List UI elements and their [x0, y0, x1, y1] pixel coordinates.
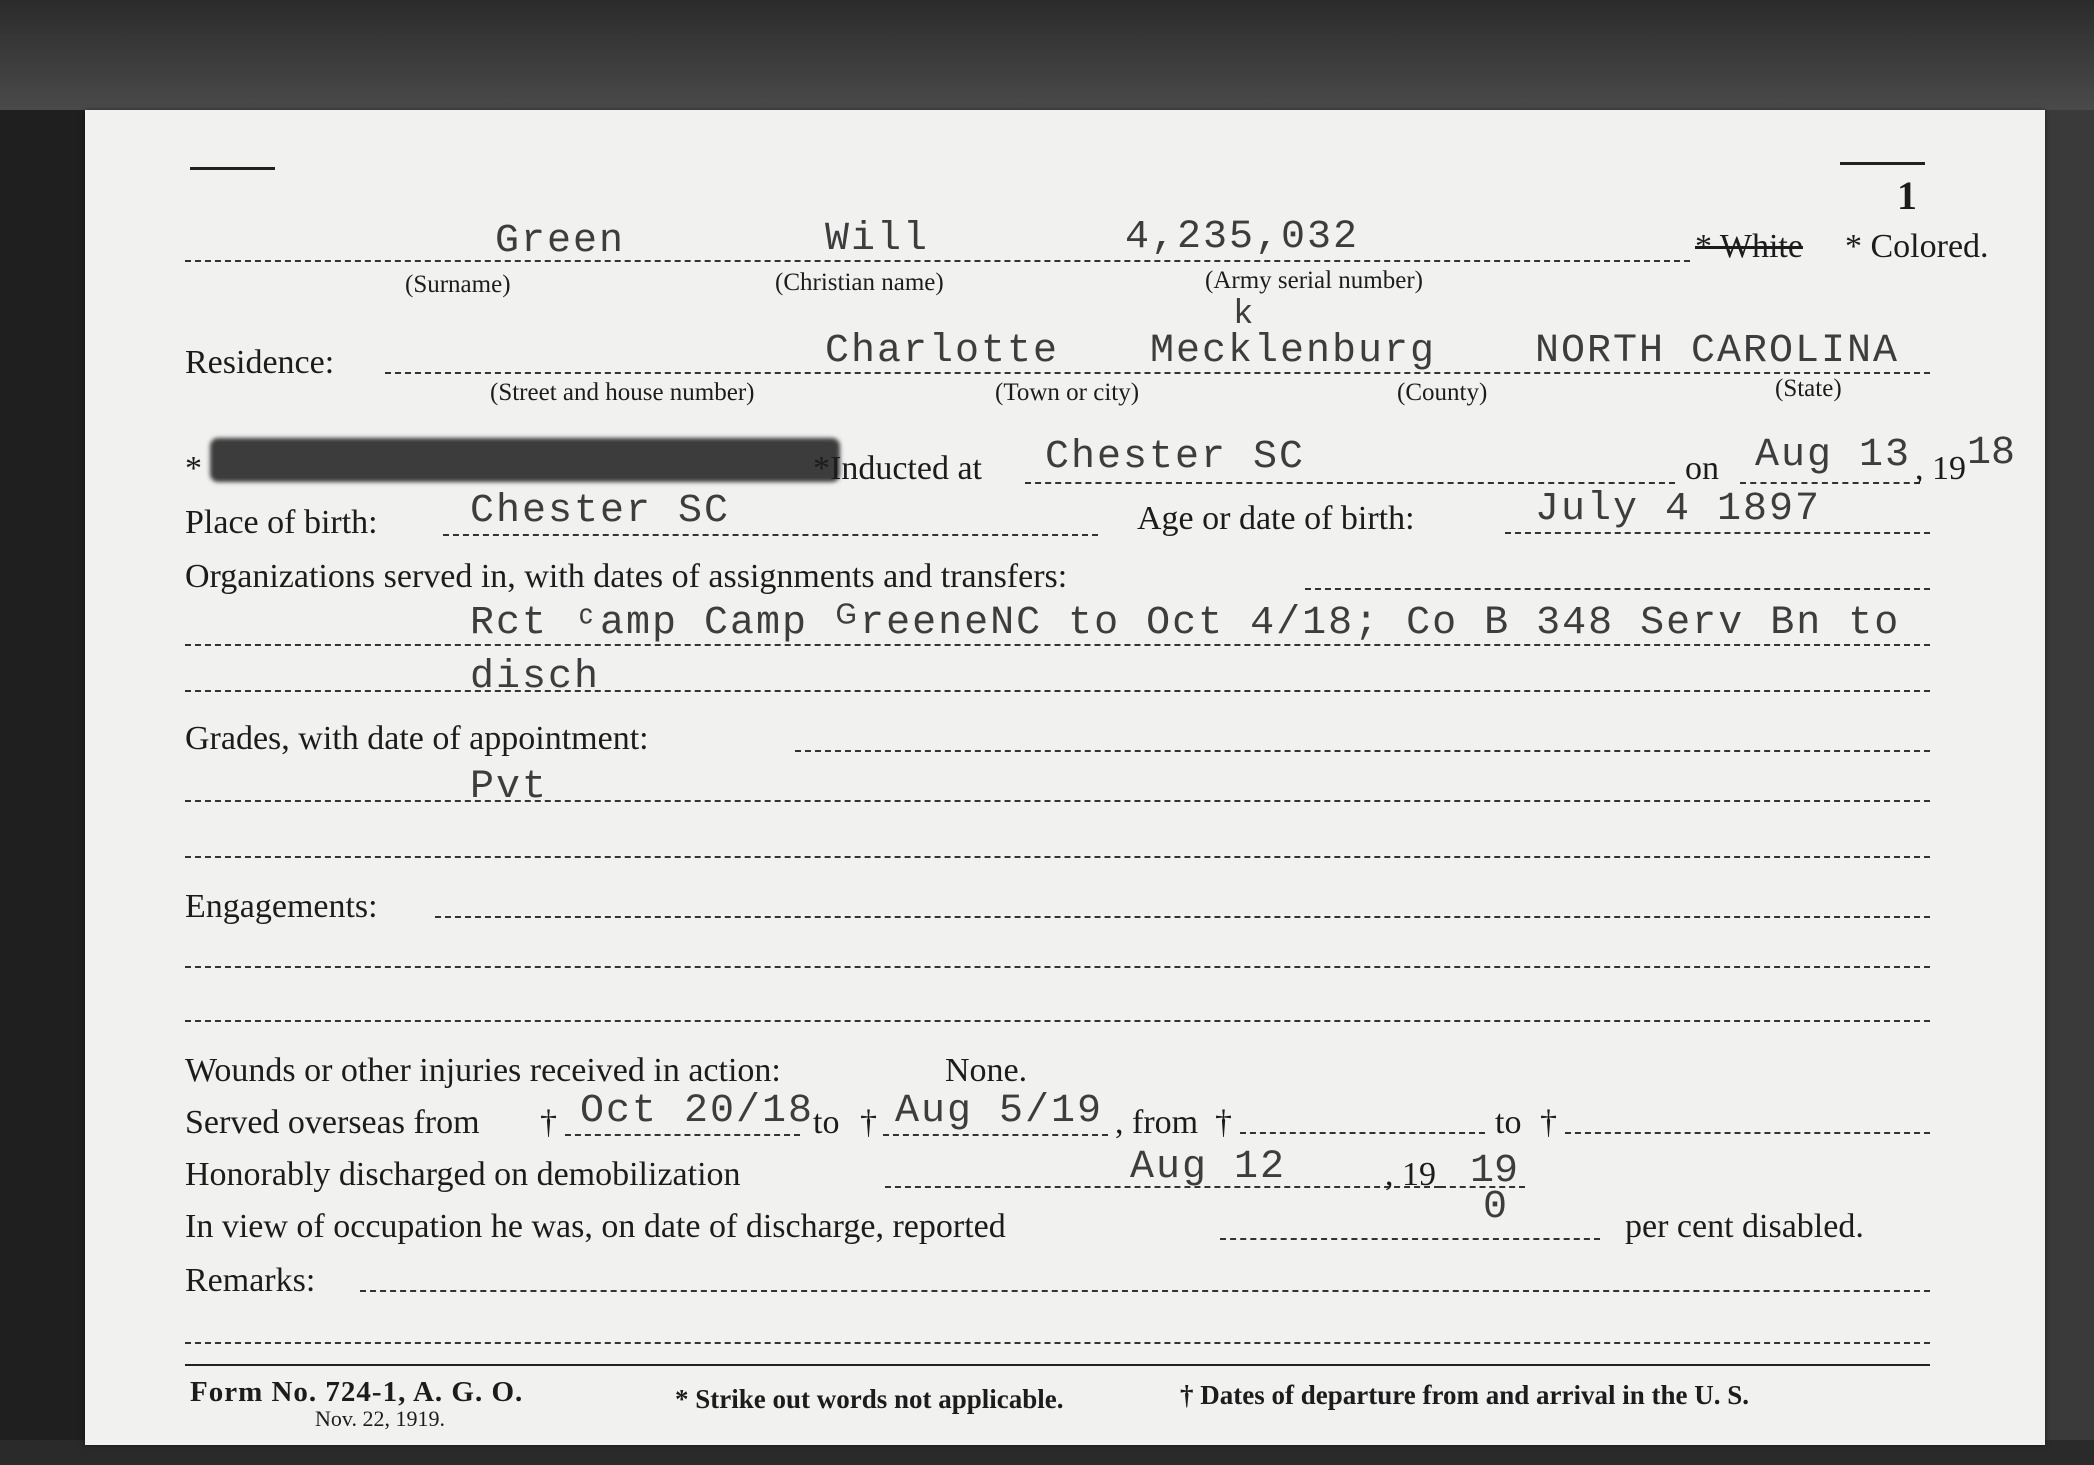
- overseas-from-date: Oct 20/18: [580, 1089, 815, 1134]
- overseas-to2-label: to: [1495, 1104, 1522, 1141]
- organizations-line-2: [185, 690, 1930, 692]
- service-record-card: [85, 110, 2045, 1445]
- place-of-birth-line: [443, 534, 1098, 536]
- engagements-line-2: [185, 1020, 1930, 1022]
- top-left-rule: [190, 167, 275, 170]
- age-line: [1505, 532, 1930, 534]
- grades-line-2: [185, 856, 1930, 858]
- grades-line-0: [795, 750, 1930, 752]
- overseas-to2-line: [1565, 1132, 1930, 1134]
- organizations-label: Organizations served in, with dates of assignments and transfers:: [185, 558, 1068, 595]
- inducted-line: [1025, 482, 1675, 484]
- county-correction: k: [1233, 296, 1256, 334]
- form-number: Form No. 724-1, A. G. O.: [190, 1376, 524, 1408]
- engagements-label: Engagements:: [185, 888, 378, 925]
- grades-value: Pvt: [470, 765, 549, 810]
- overseas-from-dagger: †: [540, 1104, 557, 1141]
- occupation-label: In view of occupation he was, on date of discharge, reported: [185, 1208, 1006, 1245]
- overseas-to-date: Aug 5/19: [895, 1089, 1104, 1134]
- form-date: Nov. 22, 1919.: [315, 1406, 445, 1431]
- remarks-line-0: [360, 1290, 1930, 1292]
- remarks-label: Remarks:: [185, 1262, 316, 1299]
- remarks-line-1: [185, 1342, 1930, 1344]
- overseas-from2-label: , from: [1115, 1104, 1199, 1141]
- serial-label: (Army serial number): [1205, 267, 1423, 294]
- overseas-to-label: to: [813, 1104, 840, 1141]
- christian-name-label: (Christian name): [775, 269, 944, 296]
- residence-county: Mecklenburg: [1150, 329, 1437, 374]
- organizations-entry-1: Rct ᶜamp Camp ᴳreeneNC to Oct 4/18; Co B 348 Serv Bn to: [470, 601, 1901, 646]
- overseas-from-line: [565, 1134, 800, 1136]
- county-label: (County): [1397, 379, 1488, 406]
- disabled-label: per cent disabled.: [1625, 1208, 1864, 1245]
- background-left: [0, 0, 90, 1465]
- discharged-label: Honorably discharged on demobilization: [185, 1156, 741, 1193]
- residence-state: NORTH CAROLINA: [1535, 329, 1900, 374]
- street-label: (Street and house number): [490, 379, 755, 406]
- footnote-dates: † Dates of departure from and arrival in the U. S.: [1180, 1380, 1749, 1410]
- engagements-line-1: [185, 966, 1930, 968]
- place-of-birth-label: Place of birth:: [185, 504, 378, 541]
- overseas-from2-dagger: †: [1215, 1104, 1232, 1141]
- card-number: 1: [1897, 173, 1917, 218]
- residence-label: Residence:: [185, 344, 335, 381]
- organizations-line-0: [1305, 588, 1930, 590]
- inducted-label: *Inducted at: [813, 450, 982, 487]
- wounds-label: Wounds or other injuries received in action:: [185, 1052, 781, 1089]
- induction-year: 18: [1967, 431, 2016, 476]
- induction-date-line: [1740, 482, 1920, 484]
- grades-label: Grades, with date of appointment:: [185, 720, 649, 757]
- footer-rule: [185, 1364, 1930, 1366]
- overseas-to-dagger: †: [860, 1104, 877, 1141]
- wounds-value: None.: [945, 1052, 1028, 1089]
- engagements-line-0: [435, 916, 1930, 918]
- disability-value: 0: [1483, 1185, 1510, 1230]
- surname-label: (Surname): [405, 271, 511, 298]
- occupation-line: [1220, 1238, 1600, 1240]
- town-label: (Town or city): [995, 379, 1140, 406]
- served-overseas-label: Served overseas from: [185, 1104, 480, 1141]
- surname-value: Green: [495, 219, 626, 264]
- on-label: on: [1685, 450, 1719, 487]
- induction-year-prefix: , 19: [1915, 450, 1966, 487]
- induction-date: Aug 13: [1755, 433, 1912, 478]
- birth-date-value: July 4 1897: [1535, 487, 1822, 532]
- christian-name-value: Will: [825, 217, 930, 262]
- top-right-rule: [1840, 162, 1925, 165]
- residence-town: Charlotte: [825, 329, 1060, 374]
- background-top: [0, 0, 2094, 110]
- serial-number-value: 4,235,032: [1125, 215, 1360, 260]
- place-of-birth-value: Chester SC: [470, 489, 731, 534]
- discharged-year: 19: [1470, 1149, 1519, 1194]
- overseas-from2-line: [1240, 1132, 1485, 1134]
- race-white-struck: * White: [1695, 228, 1803, 265]
- inducted-place: Chester SC: [1045, 435, 1306, 480]
- organizations-entry-2: disch: [470, 655, 601, 700]
- discharged-date: Aug 12: [1130, 1145, 1287, 1190]
- age-label: Age or date of birth:: [1137, 500, 1415, 537]
- enlisted-asterisk: *: [185, 450, 202, 487]
- overseas-to2-dagger: †: [1540, 1104, 1557, 1141]
- overseas-to-line: [883, 1134, 1108, 1136]
- grades-line-1: [185, 800, 1930, 802]
- state-label: (State): [1775, 375, 1842, 402]
- footnote-strike: * Strike out words not applicable.: [675, 1384, 1064, 1414]
- discharged-year-prefix: , 19: [1385, 1156, 1436, 1193]
- name-line: [185, 260, 1690, 262]
- race-colored: * Colored.: [1845, 228, 1989, 265]
- enlisted-redaction: [210, 438, 840, 482]
